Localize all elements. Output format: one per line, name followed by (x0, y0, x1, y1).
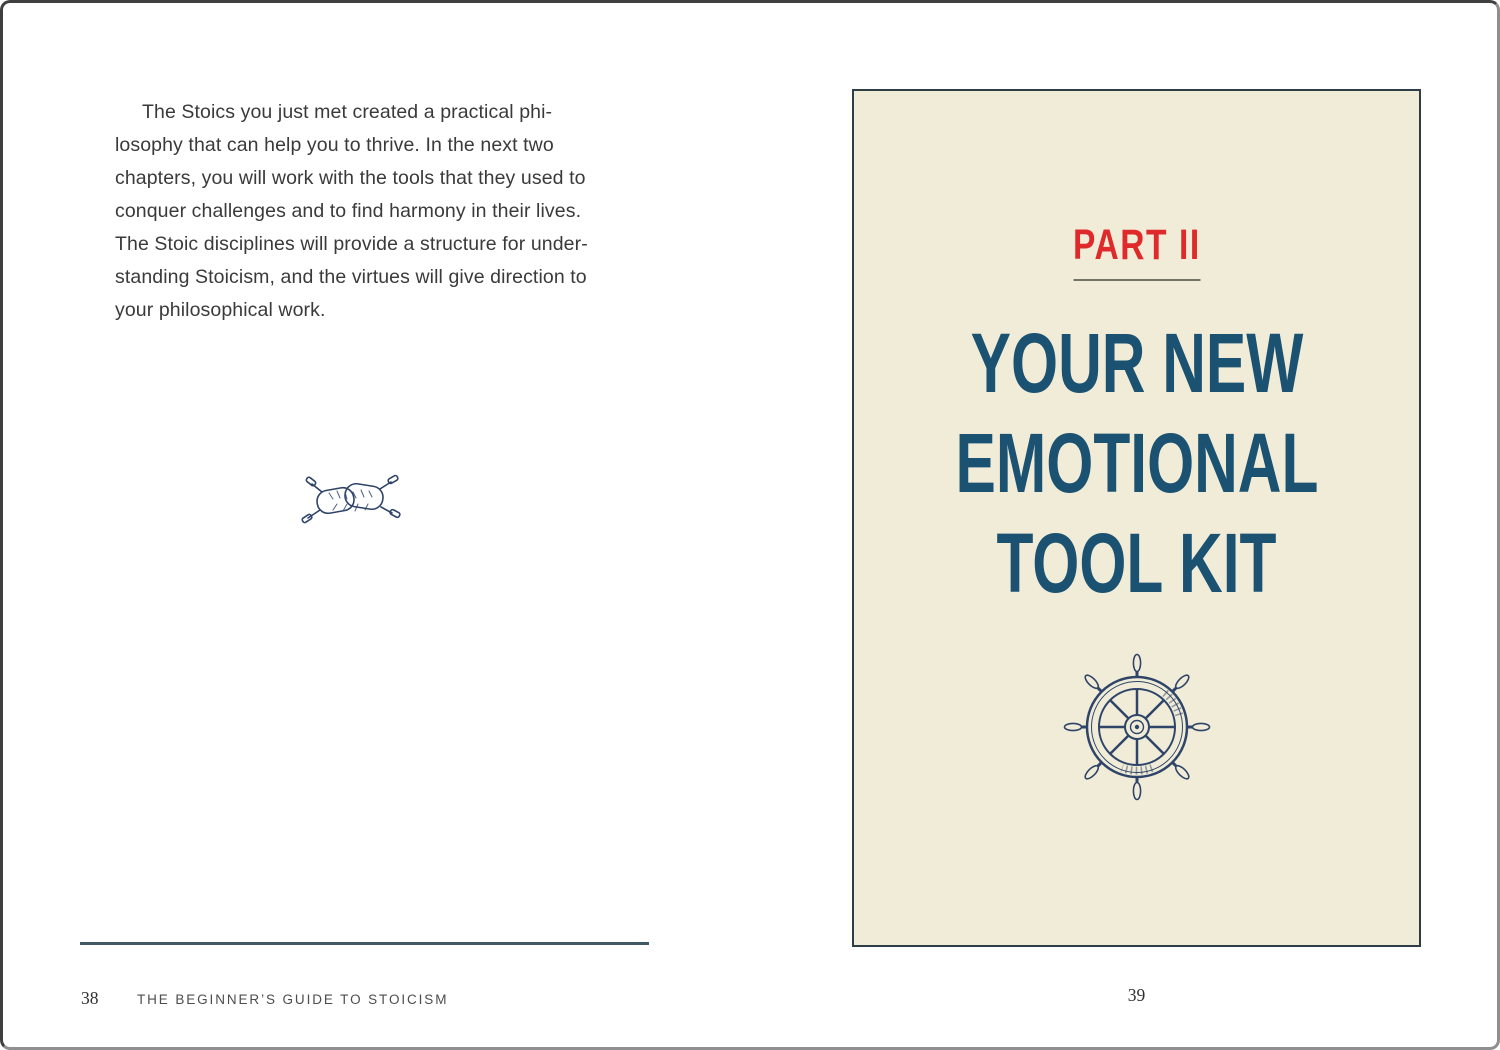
running-title: THE BEGINNER’S GUIDE TO STOICISM (137, 992, 449, 1007)
body-paragraph (115, 96, 667, 327)
paragraph-line: your philosophical work. (115, 299, 326, 321)
part-title-line-text: TOOL KIT (996, 516, 1277, 610)
part-title-panel (852, 89, 1421, 947)
paragraph-line: The Stoic disciplines will provide a structure for under- (115, 233, 588, 255)
part-rule-divider (1073, 279, 1200, 281)
part-title-line-text: EMOTIONAL (955, 416, 1318, 510)
ship-wheel-icon (1062, 647, 1212, 807)
part-title (854, 313, 1419, 613)
page-number: 38 (81, 988, 99, 1008)
part-label-text: PART II (1072, 221, 1201, 269)
paragraph-line: losophy that can help you to thrive. In the next two (115, 134, 554, 156)
part-title-line (854, 413, 1419, 513)
paragraph-line: The Stoics you just met created a practical phi- (142, 101, 553, 123)
part-title-line (854, 513, 1419, 613)
paragraph-line: standing Stoicism, and the virtues will give direction to (115, 266, 587, 288)
part-title-line-text: YOUR NEW (970, 316, 1303, 410)
paragraph-line: conquer challenges and to find harmony in their lives. (115, 200, 582, 222)
footer-rule (80, 942, 649, 945)
page-number: 39 (1127, 985, 1146, 1005)
knot-illustration (299, 471, 403, 531)
part-title-line (854, 313, 1419, 413)
part-label (854, 221, 1419, 269)
paragraph-line: chapters, you will work with the tools that they used to (115, 167, 586, 189)
